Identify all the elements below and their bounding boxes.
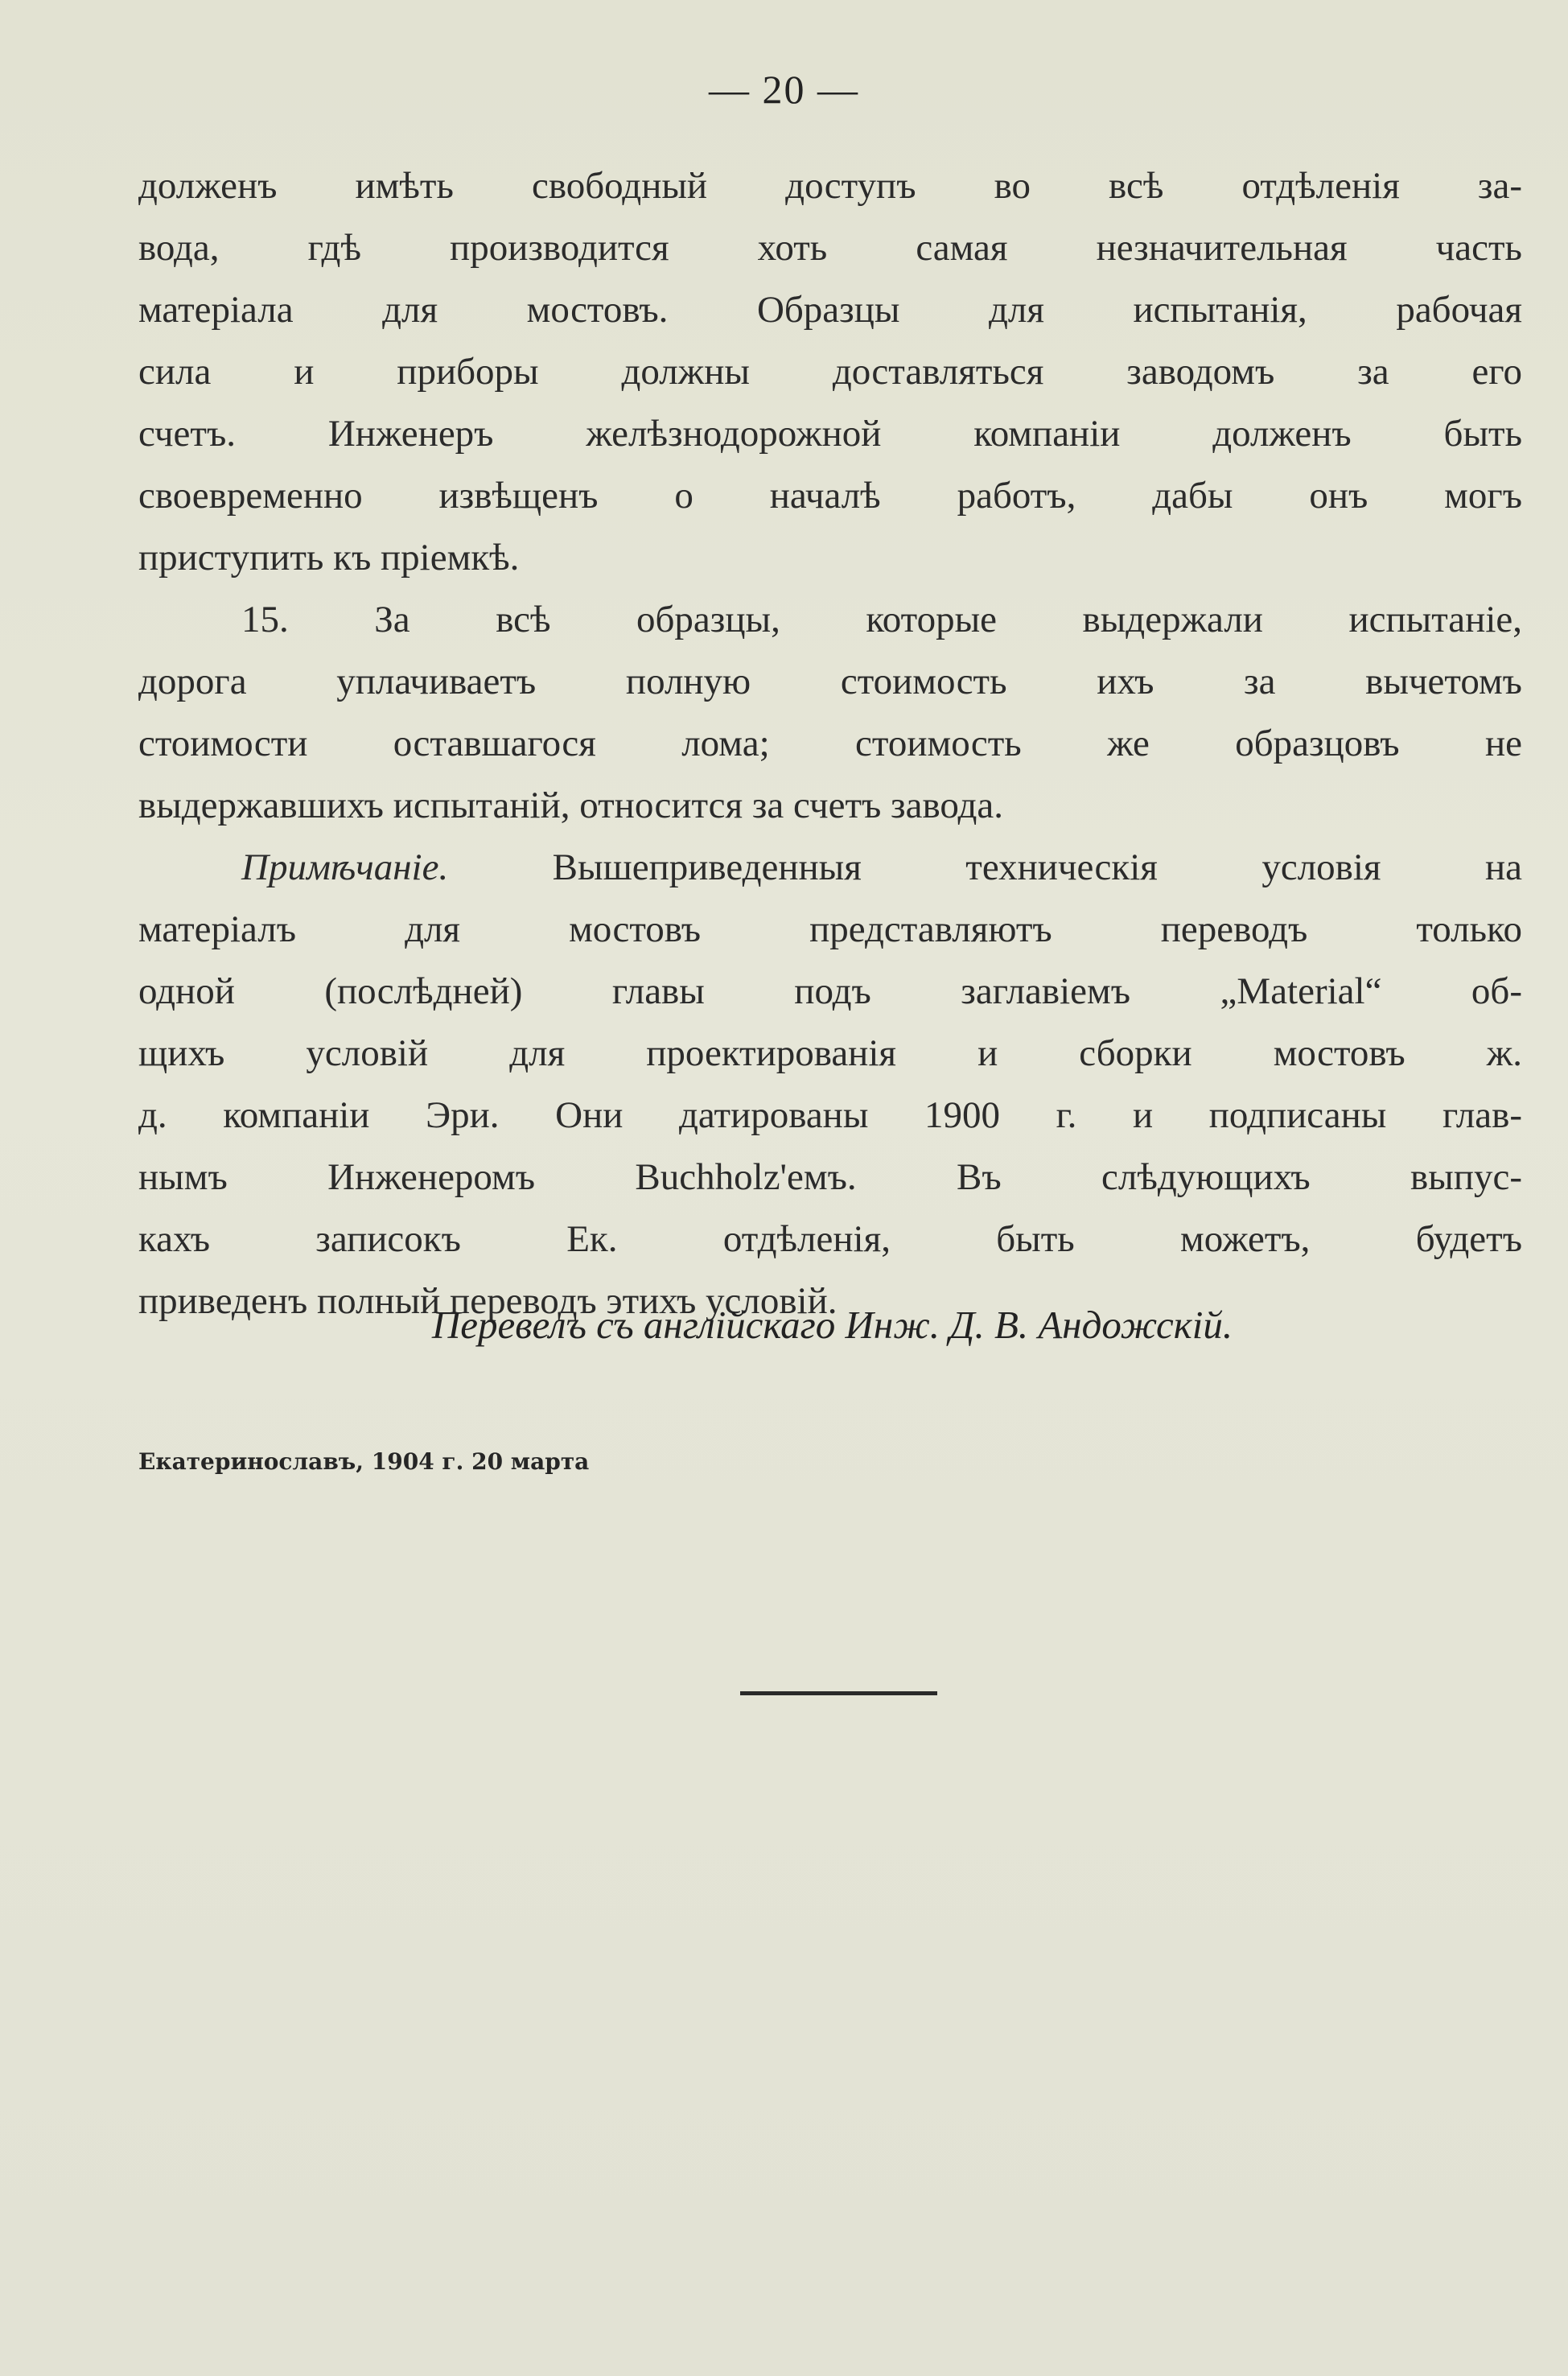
text-line: вода, гдѣ производится хоть самая незначительная часть bbox=[138, 227, 1522, 269]
text-line: одной (послѣдней) главы подъ заглавіемъ „Material“ об- bbox=[138, 970, 1522, 1012]
note-first-line-text: Вышеприведенныя техническія условія на bbox=[448, 846, 1522, 888]
text-line: щихъ условій для проектированія и сборки мостовъ ж. bbox=[138, 1032, 1522, 1074]
text-line: стоимости оставшагося лома; стоимость же образцовъ не bbox=[138, 723, 1522, 764]
text-line: долженъ имѣть свободный доступъ во всѣ отдѣленія за- bbox=[138, 165, 1522, 207]
text-line: приведенъ полный переводъ этихъ условій. bbox=[138, 1280, 838, 1322]
translator-signature: Перевелъ съ англійскаго Инж. Д. В. Андожскій. bbox=[431, 1303, 1233, 1347]
paragraph-continuation bbox=[138, 155, 1522, 589]
note-label: Примѣчаніе. bbox=[241, 846, 449, 888]
text-line: матеріала для мостовъ. Образцы для испытанія, рабочая bbox=[138, 289, 1522, 331]
closing-rule bbox=[740, 1691, 937, 1695]
text-line: сила и приборы должны доставляться заводомъ за его bbox=[138, 351, 1522, 393]
text-line: нымъ Инженеромъ Buchholz'емъ. Въ слѣдующихъ выпус- bbox=[138, 1156, 1522, 1198]
text-line: выдержавшихъ испытаній, относится за счетъ завода. bbox=[138, 784, 1004, 826]
text-line: дорога уплачиваетъ полную стоимость ихъ за вычетомъ bbox=[138, 661, 1522, 702]
text-line: матеріалъ для мостовъ представляютъ переводъ только bbox=[138, 908, 1522, 950]
text-line: 15. За всѣ образцы, которые выдержали испытаніе, bbox=[241, 599, 1522, 640]
text-line: счетъ. Инженеръ желѣзнодорожной компаніи долженъ быть bbox=[138, 413, 1522, 455]
text-line: приступить къ пріемкѣ. bbox=[138, 537, 520, 579]
place-date-line: Екатеринославъ, 1904 г. 20 марта bbox=[138, 1448, 590, 1475]
text-line: своевременно извѣщенъ о началѣ работъ, дабы онъ могъ bbox=[138, 475, 1522, 517]
note-paragraph bbox=[138, 837, 1522, 1332]
note-first-line bbox=[138, 837, 1522, 899]
page-number: — 20 — bbox=[709, 67, 859, 112]
text-line: кахъ записокъ Ек. отдѣленія, быть можетъ, будетъ bbox=[138, 1218, 1522, 1260]
text-line: д. компаніи Эри. Они датированы 1900 г. и подписаны глав- bbox=[138, 1094, 1522, 1136]
paragraph-15 bbox=[138, 589, 1522, 837]
